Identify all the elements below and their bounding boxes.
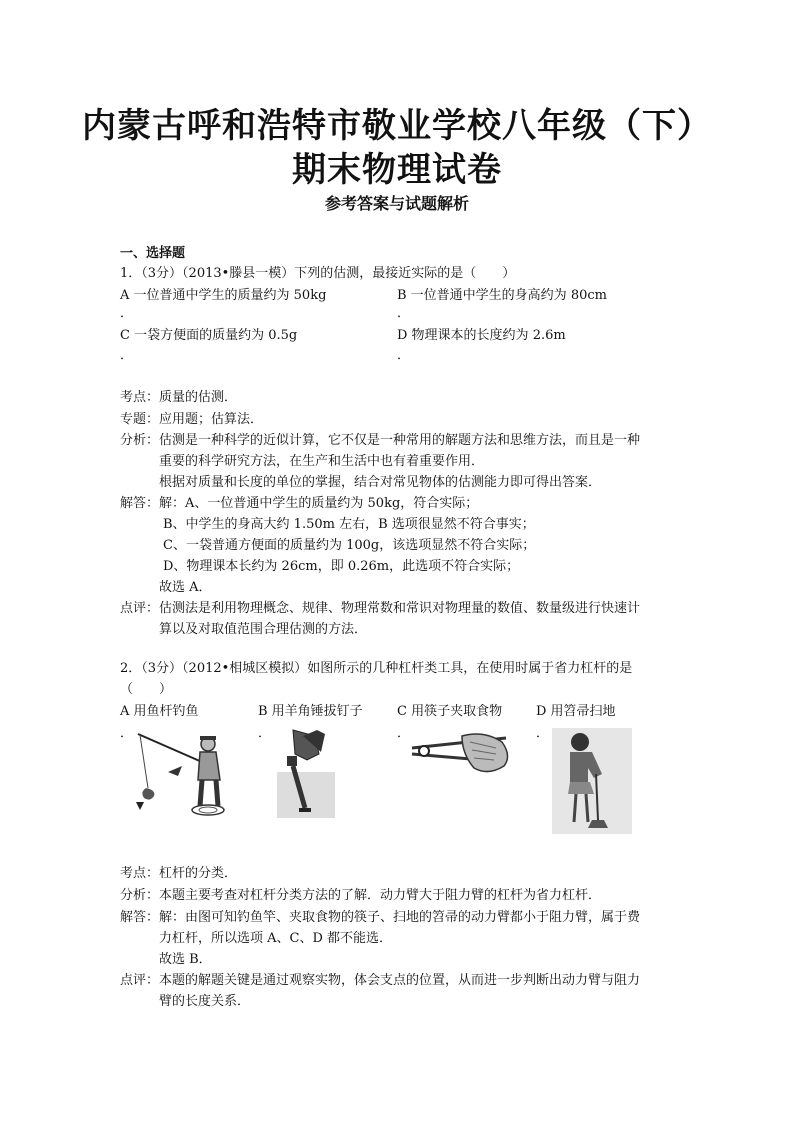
- q2-option-d: D 用笤帚扫地: [536, 704, 616, 719]
- q1-jieda-line5: 故选 A．: [159, 580, 212, 595]
- hammer-figure: [273, 726, 337, 820]
- q1-fenxi-label: 分析：: [120, 433, 160, 448]
- q2-dianping-line1: 本题的解题关键是通过观察实物，体会支点的位置，从而进一步判断出动力臂与阻力: [159, 973, 641, 988]
- q1-zhuanti: 应用题；估算法．: [159, 412, 264, 427]
- doc-title-line2: 期末物理试卷: [292, 150, 502, 190]
- q1-jieda-line1: 解：A、一位普通中学生的质量约为 50kg，符合实际；: [159, 496, 479, 511]
- q1-fenxi-line3: 根据对质量和长度的单位的掌握，结合对常见物体的估测能力即可得出答案．: [159, 475, 602, 490]
- chopsticks-figure: [410, 728, 514, 774]
- q2-fenxi-label: 分析：: [120, 888, 160, 903]
- q2-dianping-line2: 臂的长度关系．: [159, 994, 251, 1009]
- doc-title-line1: 内蒙古呼和浩特市敬业学校八年级（下）: [82, 106, 712, 146]
- q2-fenxi: 本题主要考查对杠杆分类方法的了解．动力臂大于阻力臂的杠杆为省力杠杆．: [159, 888, 602, 903]
- q1-dot-b: ．: [397, 306, 411, 321]
- q2-dot-d: ．: [536, 726, 550, 741]
- q2-jieda-line3: 故选 B．: [159, 952, 212, 967]
- doc-subtitle: 参考答案与试题解析: [324, 194, 469, 213]
- q1-jieda-line4: D、物理课本长约为 26cm，即 0.26m，此选项不符合实际；: [163, 559, 520, 574]
- q2-option-b: B 用羊角锤拔钉子: [258, 704, 363, 719]
- q1-kaodian: 质量的估测．: [159, 390, 238, 405]
- q1-zhuanti-label: 专题：: [120, 412, 160, 427]
- q1-option-d: D 物理课本的长度约为 2.6m: [397, 328, 566, 343]
- q2-dot-a: ．: [120, 726, 134, 741]
- q1-dot-c: ．: [120, 348, 134, 363]
- q1-option-a: A 一位普通中学生的质量约为 50kg: [120, 288, 327, 303]
- q1-dianping-line2: 算以及对取值范围合理估测的方法．: [159, 622, 368, 637]
- q1-jieda-line2: B、中学生的身高大约 1.50m 左右，B 选项很显然不符合事实；: [163, 517, 535, 532]
- q1-fenxi-line1: 估测是一种科学的近似计算，它不仅是一种常用的解题方法和思维方法，而且是一种: [159, 433, 641, 448]
- q2-kaodian: 杠杆的分类．: [159, 866, 238, 881]
- q1-jieda-label: 解答：: [120, 496, 160, 511]
- q1-dot-a: ．: [120, 306, 134, 321]
- q2-jieda-label: 解答：: [120, 910, 160, 925]
- q1-fenxi-line2: 重要的科学研究方法，在生产和生活中也有着重要作用．: [159, 454, 485, 469]
- q2-stem-line2: （ ）: [120, 682, 173, 697]
- q2-dianping-label: 点评：: [120, 973, 160, 988]
- q1-option-b: B 一位普通中学生的身高约为 80cm: [397, 288, 607, 303]
- q1-option-c: C 一袋方便面的质量约为 0.5g: [120, 328, 298, 343]
- broom-figure: [552, 728, 632, 834]
- fishing-figure: [128, 726, 228, 818]
- q2-dot-c: ．: [397, 726, 411, 741]
- q2-kaodian-label: 考点：: [120, 866, 160, 881]
- q1-kaodian-label: 考点：: [120, 390, 160, 405]
- q2-option-a: A 用鱼杆钓鱼: [120, 704, 199, 719]
- section-heading: 一、选择题: [120, 246, 186, 261]
- q2-jieda-line2: 力杠杆，所以选项 A、C、D 都不能选．: [159, 931, 393, 946]
- q1-dianping-line1: 估测法是利用物理概念、规律、物理常数和常识对物理量的数值、数量级进行快速计: [159, 601, 641, 616]
- q1-dianping-label: 点评：: [120, 601, 160, 616]
- q2-stem-line1: 2．（3分）（2012•相城区模拟）如图所示的几种杠杆类工具，在使用时属于省力杠杆的是: [120, 661, 633, 676]
- q1-jieda-line3: C、一袋普通方便面的质量约为 100g，该选项显然不符合实际；: [163, 538, 536, 553]
- q2-jieda-line1: 解：由图可知钓鱼竿、夹取食物的筷子、扫地的笤帚的动力臂都小于阻力臂，属于费: [159, 910, 641, 925]
- q1-dot-d: ．: [397, 348, 411, 363]
- q1-stem: 1．（3分）（2013•滕县一模）下列的估测，最接近实际的是（ ）: [120, 266, 516, 281]
- q2-dot-b: ．: [258, 726, 272, 741]
- q2-option-c: C 用筷子夹取食物: [397, 704, 503, 719]
